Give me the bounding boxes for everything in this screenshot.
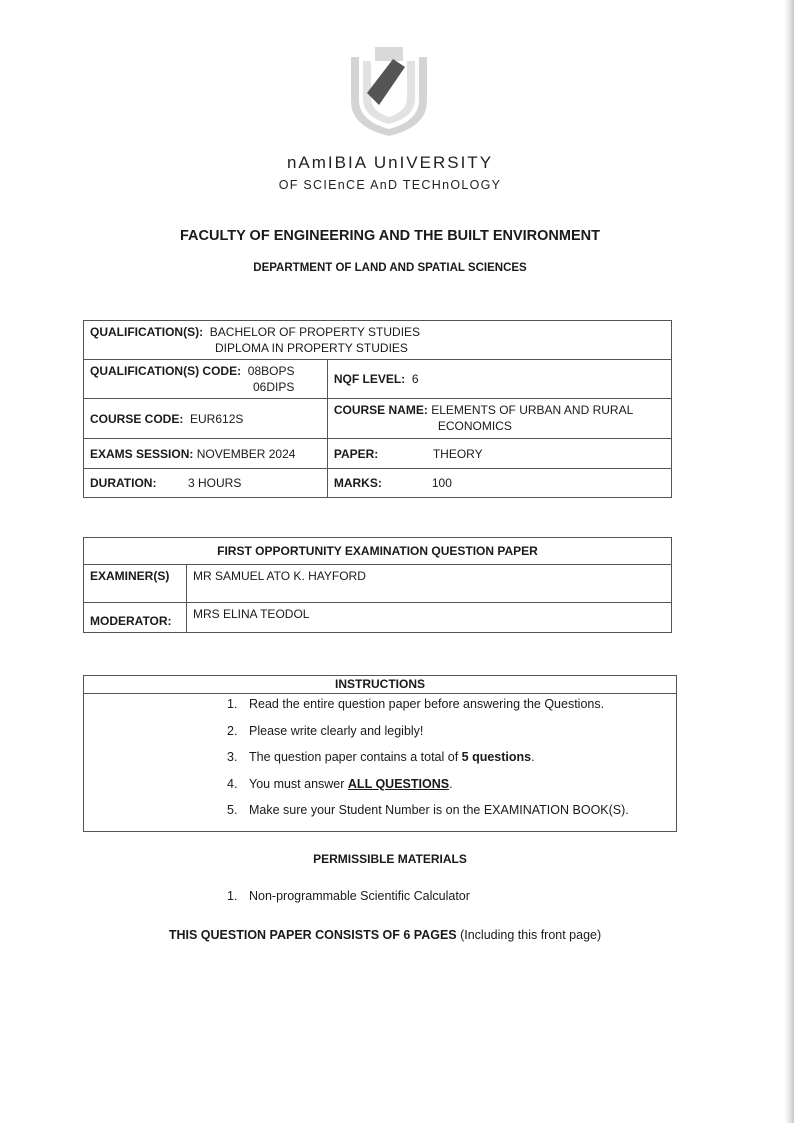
session-label: EXAMS SESSION: [90, 446, 194, 461]
paper-cell [327, 439, 671, 469]
duration-cell [84, 469, 328, 498]
page-count-bold: THIS QUESTION PAPER CONSISTS OF 6 PAGES [168, 928, 457, 942]
list-item-number: 1. [227, 697, 238, 711]
moderator-value: MRS ELINA TEODOL [186, 603, 671, 633]
duration-value: 3 HOURS [188, 476, 242, 490]
list-item-text: Read the entire question paper before answering the Questions. [249, 697, 605, 711]
duration-label: DURATION: [90, 476, 157, 490]
session-cell [84, 439, 328, 469]
list-item [227, 800, 676, 827]
qualifications-label: QUALIFICATION(S): [90, 325, 204, 339]
moderator-label: MODERATOR: [84, 603, 187, 633]
permissible-item [227, 889, 470, 903]
list-item-emphasis: 5 questions [461, 750, 532, 764]
instructions-title: INSTRUCTIONS [84, 676, 676, 694]
paper-label: PAPER: [333, 446, 379, 461]
university-subtitle: OF SCIEnCE AnD TECHnOLOGY [278, 178, 502, 192]
course-code-value: EUR612S [190, 411, 244, 426]
list-item-number: 3. [227, 750, 238, 764]
list-item-text-end: . [531, 750, 535, 764]
university-name: nAmIBIA UnIVERSITY [286, 153, 494, 172]
list-item-number: 4. [227, 776, 238, 791]
list-item [227, 694, 676, 721]
course-info-table [83, 320, 672, 498]
marks-label: MARKS: [333, 476, 382, 490]
course-name-value-2: ECONOMICS [437, 419, 512, 433]
course-code-cell [84, 399, 328, 439]
permissible-materials-title: PERMISSIBLE MATERIALS [313, 852, 467, 866]
qualification-code-label: QUALIFICATION(S) CODE: [90, 364, 242, 378]
marks-cell [327, 469, 671, 498]
list-item-text: Make sure your Student Number is on the EXAMINATION BOOK(S). [249, 803, 629, 817]
page-count-note [0, 928, 770, 942]
qualification-code-2: 06DIPS [253, 380, 295, 394]
department-title: DEPARTMENT OF LAND AND SPATIAL SCIENCES [253, 262, 527, 274]
list-item-emphasis: ALL QUESTIONS [347, 776, 450, 791]
list-item-text: The question paper contains a total of [249, 750, 462, 764]
nust-logo-icon [347, 43, 431, 139]
qualification-code-1: 08BOPS [247, 364, 295, 378]
list-item-text: You must answer [249, 776, 348, 791]
exam-panel-title: FIRST OPPORTUNITY EXAMINATION QUESTION PAPER [84, 538, 672, 565]
list-item-text: Please write clearly and legibly! [249, 723, 424, 738]
instructions-box [83, 675, 677, 832]
nqf-cell [327, 360, 671, 399]
examiner-label: EXAMINER(S) [84, 565, 187, 603]
faculty-title: FACULTY OF ENGINEERING AND THE BUILT ENVIRONMENT [180, 228, 600, 244]
course-name-label: COURSE NAME: [333, 403, 428, 417]
list-item [227, 721, 676, 748]
list-item-number: 2. [227, 723, 238, 738]
permissible-item-number: 1. [227, 889, 238, 903]
list-item [227, 774, 676, 801]
instructions-list [84, 694, 676, 827]
page-edge-shadow [784, 0, 794, 1123]
list-item-text-end: . [449, 776, 453, 791]
examiner-value: MR SAMUEL ATO K. HAYFORD [186, 565, 671, 603]
paper-value: THEORY [432, 446, 483, 461]
list-item-number: 5. [227, 803, 238, 817]
permissible-item-text: Non-programmable Scientific Calculator [249, 889, 470, 903]
course-name-cell [327, 399, 671, 439]
marks-value: 100 [431, 476, 452, 490]
qualifications-cell [84, 321, 672, 360]
list-item [227, 747, 676, 774]
nqf-label: NQF LEVEL: [333, 372, 406, 386]
qualification-2: DIPLOMA IN PROPERTY STUDIES [215, 341, 408, 355]
session-value: NOVEMBER 2024 [196, 446, 296, 461]
examination-panel [83, 537, 672, 633]
nqf-value: 6 [411, 372, 419, 386]
page-count-suffix: (Including this front page) [456, 928, 602, 942]
qualification-code-cell [84, 360, 328, 399]
course-code-label: COURSE CODE: [90, 411, 184, 426]
course-name-value-1: ELEMENTS OF URBAN AND RURAL [431, 403, 634, 417]
qualification-1: BACHELOR OF PROPERTY STUDIES [209, 325, 421, 339]
